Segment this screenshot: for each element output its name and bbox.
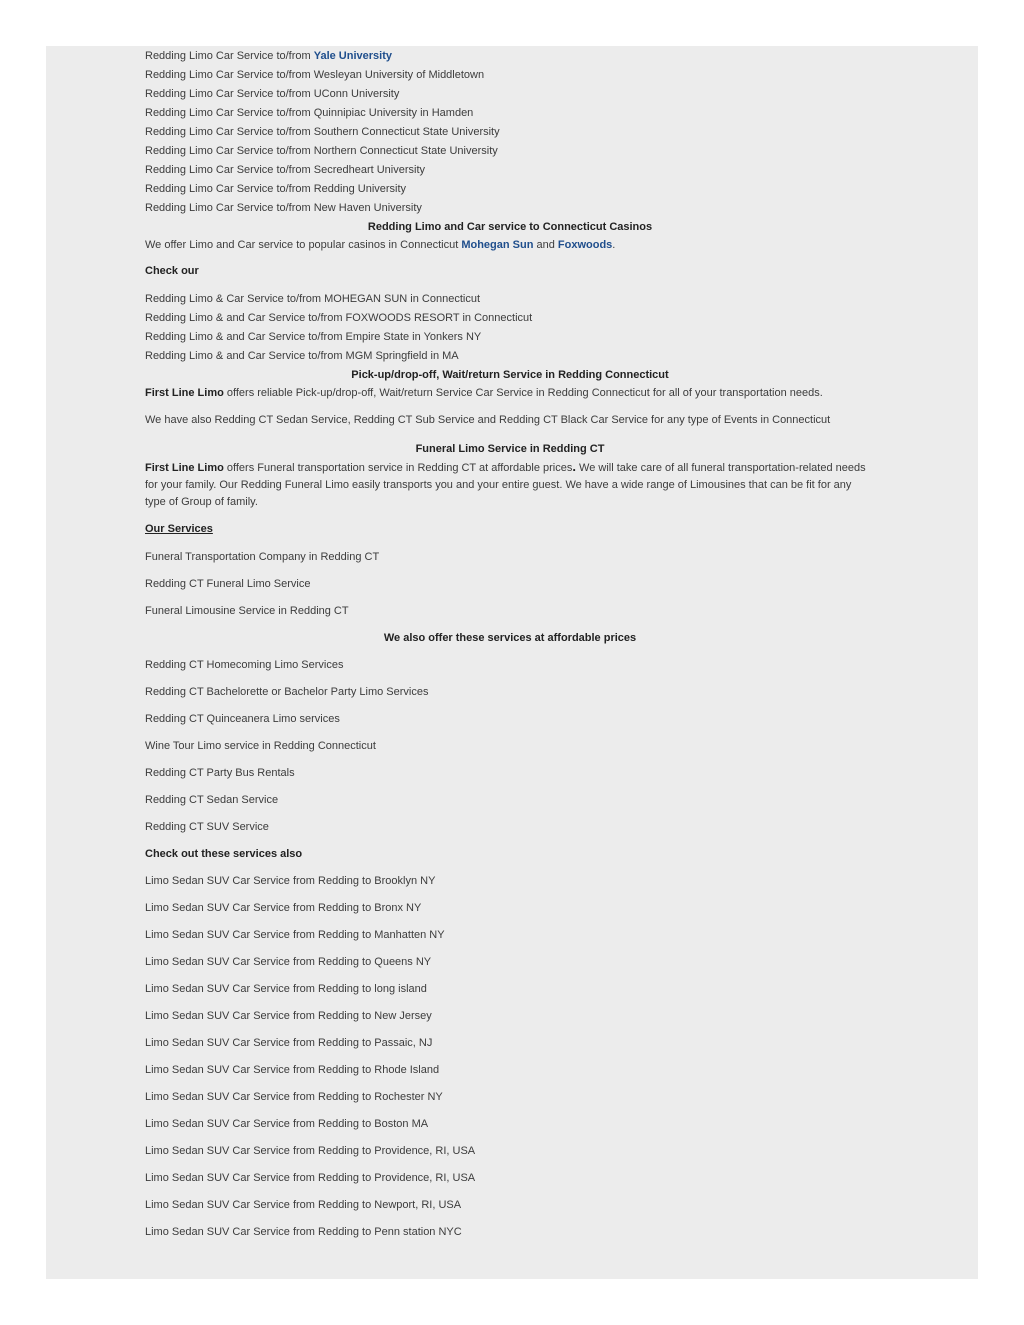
destination-item: Limo Sedan SUV Car Service from Redding to Bronx NY: [145, 902, 422, 914]
destination-item: Limo Sedan SUV Car Service from Redding to Rhode Island: [145, 1064, 440, 1076]
affordable-item: Redding CT SUV Service: [145, 821, 269, 833]
university-line: Redding Limo Car Service to/from Northern Connecticut State University: [145, 145, 498, 157]
document-content: [145, 47, 875, 1250]
pickup-text: offers reliable Pick-up/drop-off, Wait/return Service Car Service in Redding Connecticut for all of your transportation needs.: [223, 387, 823, 399]
mohegan-sun-link[interactable]: Mohegan Sun: [461, 239, 534, 251]
destination-item: Limo Sedan SUV Car Service from Redding to Boston MA: [145, 1118, 429, 1130]
university-line: Redding Limo Car Service to/from Wesleyan University of Middletown: [145, 69, 485, 81]
destination-item: Limo Sedan SUV Car Service from Redding to Rochester NY: [145, 1091, 443, 1103]
casinos-intro: [145, 236, 875, 254]
funeral-dot: .: [572, 459, 576, 474]
funeral-text-a: offers Funeral transportation service in Redding CT at affordable prices: [223, 462, 573, 474]
affordable-item: Redding CT Homecoming Limo Services: [145, 659, 344, 671]
casinos-intro-and: and: [533, 239, 558, 251]
pickup-also-paragraph: We have also Redding CT Sedan Service, Redding CT Sub Service and Redding CT Black Car Service for any type of Events in Connecticut: [145, 414, 831, 426]
affordable-item: Wine Tour Limo service in Redding Connecticut: [145, 740, 376, 752]
yale-university-link[interactable]: Yale University: [313, 50, 393, 62]
casino-line: Redding Limo & and Car Service to/from FOXWOODS RESORT in Connecticut: [145, 312, 533, 324]
casino-line: Redding Limo & Car Service to/from MOHEGAN SUN in Connecticut: [145, 293, 481, 305]
casino-line: Redding Limo & and Car Service to/from Empire State in Yonkers NY: [145, 331, 482, 343]
funeral-heading: Funeral Limo Service in Redding CT: [415, 443, 605, 455]
university-line: Redding Limo Car Service to/from Southern Connecticut State University: [145, 126, 500, 138]
casinos-heading: Redding Limo and Car service to Connecticut Casinos: [367, 221, 653, 233]
destination-item: Limo Sedan SUV Car Service from Redding to Manhatten NY: [145, 929, 445, 941]
check-our-heading: Check our: [145, 265, 199, 277]
destination-item: Limo Sedan SUV Car Service from Redding to Penn station NYC: [145, 1226, 462, 1238]
university-line: Redding Limo Car Service to/from New Haven University: [145, 202, 422, 214]
affordable-item: Redding CT Sedan Service: [145, 794, 279, 806]
foxwoods-link[interactable]: Foxwoods: [557, 239, 613, 251]
destination-item: Limo Sedan SUV Car Service from Redding to Passaic, NJ: [145, 1037, 433, 1049]
casinos-intro-period: .: [612, 239, 616, 251]
casinos-intro-text: We offer Limo and Car service to popular casinos in Connecticut: [145, 239, 462, 251]
destination-item: Limo Sedan SUV Car Service from Redding to long island: [145, 983, 427, 995]
affordable-heading: We also offer these services at affordable prices: [383, 632, 637, 644]
service-item: Redding CT Funeral Limo Service: [145, 578, 311, 590]
university-line: Redding Limo Car Service to/from UConn University: [145, 88, 400, 100]
university-line-prefix: Redding Limo Car Service to/from: [145, 50, 314, 62]
destination-item: Limo Sedan SUV Car Service from Redding to Newport, RI, USA: [145, 1199, 462, 1211]
pickup-heading: Pick-up/drop-off, Wait/return Service in Redding Connecticut: [351, 369, 669, 381]
university-line: Redding Limo Car Service to/from Secredheart University: [145, 164, 426, 176]
destination-item: Limo Sedan SUV Car Service from Redding to New Jersey: [145, 1010, 432, 1022]
our-services-heading: Our Services: [145, 523, 213, 535]
university-line: Redding Limo Car Service to/from Quinnipiac University in Hamden: [145, 107, 474, 119]
pickup-paragraph: [145, 384, 875, 402]
funeral-text-b: We will take care of all funeral transportation-related needs for your family. Our Redding Funeral Limo easily transports you and your entire guest. We have a wide range of Limousines that can be fit for any type of Group of family.: [145, 462, 866, 508]
affordable-item: Redding CT Quinceanera Limo services: [145, 713, 340, 725]
funeral-paragraph: [145, 458, 875, 511]
service-item: Funeral Transportation Company in Redding CT: [145, 551, 380, 563]
destination-item: Limo Sedan SUV Car Service from Redding to Providence, RI, USA: [145, 1172, 476, 1184]
brand-name: First Line Limo: [145, 462, 224, 474]
destination-item: Limo Sedan SUV Car Service from Redding to Providence, RI, USA: [145, 1145, 476, 1157]
affordable-item: Redding CT Party Bus Rentals: [145, 767, 295, 779]
brand-name: First Line Limo: [145, 387, 224, 399]
service-item: Funeral Limousine Service in Redding CT: [145, 605, 349, 617]
university-line: Redding Limo Car Service to/from Redding University: [145, 183, 407, 195]
affordable-item: Redding CT Bachelorette or Bachelor Party Limo Services: [145, 686, 429, 698]
destination-item: Limo Sedan SUV Car Service from Redding to Brooklyn NY: [145, 875, 436, 887]
destination-item: Limo Sedan SUV Car Service from Redding to Queens NY: [145, 956, 432, 968]
casino-line: Redding Limo & and Car Service to/from MGM Springfield in MA: [145, 350, 459, 362]
also-heading: Check out these services also: [145, 848, 303, 860]
university-line-yale: [145, 47, 875, 66]
